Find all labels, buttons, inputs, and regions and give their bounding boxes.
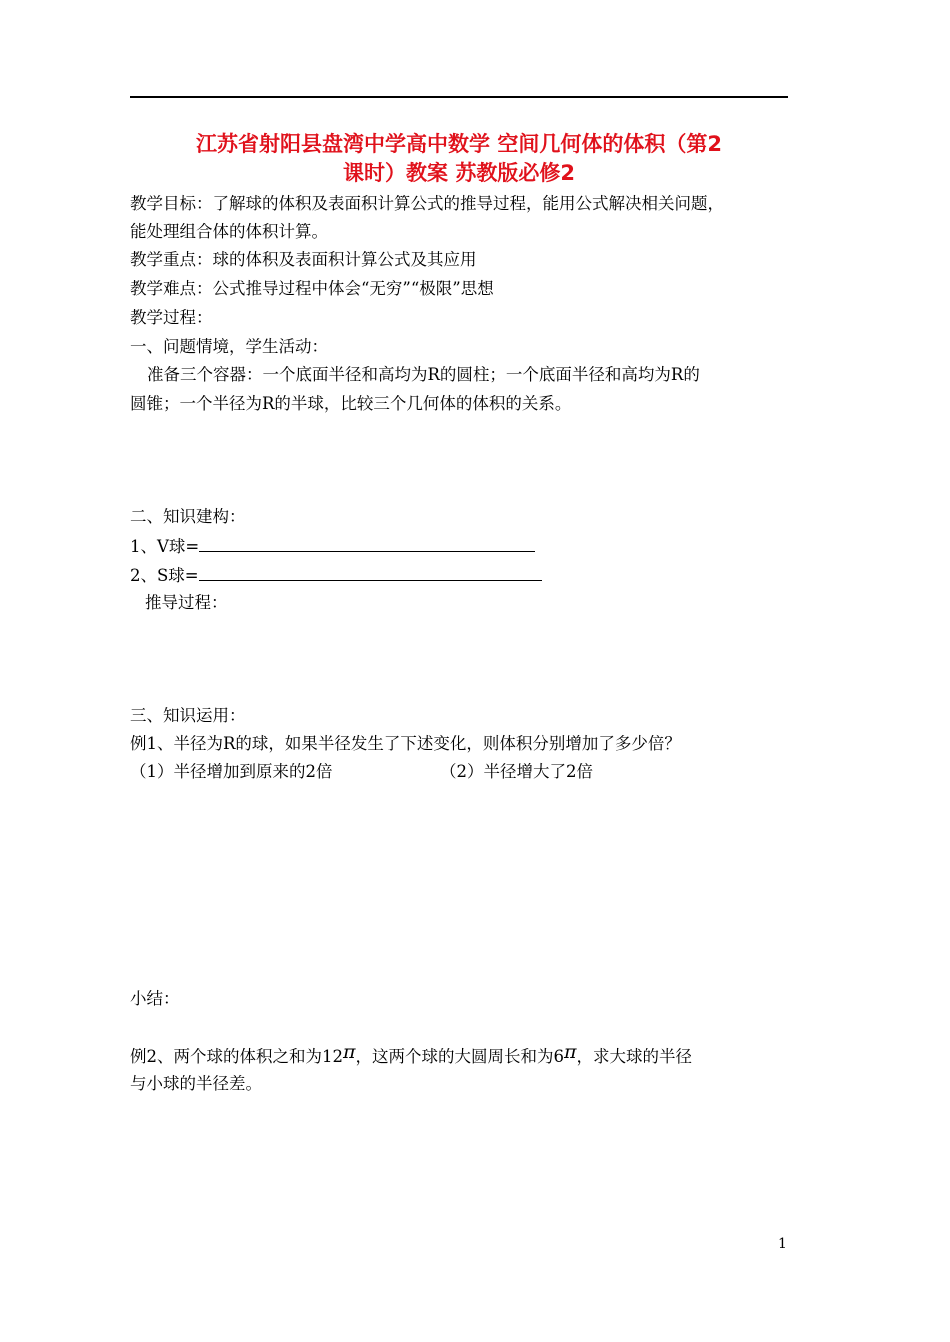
title-line-2: 课时）教案 苏教版必修2 — [343, 161, 575, 185]
volume-formula-label: 1、V球= — [130, 537, 200, 556]
pi-symbol-2: π — [564, 1041, 577, 1063]
example-1: 例1、半径为R的球，如果半径发生了下述变化，则体积分别增加了多少倍？ — [130, 734, 681, 753]
surface-formula-label: 2、S球= — [130, 566, 199, 585]
example-2-text-c: ，求大球的半径 — [576, 1047, 692, 1066]
key-point: 教学重点：球的体积及表面积计算公式及其应用 — [130, 250, 477, 269]
derivation-label: 推导过程： — [145, 593, 228, 612]
page-number: 1 — [778, 1236, 787, 1252]
surface-formula-item — [130, 564, 542, 587]
section3-heading: 三、知识运用： — [130, 706, 246, 725]
example-2-text-a: 例2、两个球的体积之和为12 — [130, 1047, 343, 1066]
pi-symbol: π — [343, 1041, 356, 1063]
example-2-line-2: 与小球的半径差。 — [130, 1074, 262, 1093]
title-line-1: 江苏省射阳县盘湾中学高中数学 空间几何体的体积（第2 — [196, 132, 722, 156]
section1-text-line-1: 准备三个容器：一个底面半径和高均为R的圆柱；一个底面半径和高均为R的 — [147, 365, 700, 384]
difficulty: 教学难点：公式推导过程中体会“无穷”“极限”思想 — [130, 279, 494, 298]
section2-heading: 二、知识建构： — [130, 507, 246, 526]
example-1-part-1: （1）半径增加到原来的2倍 — [130, 762, 333, 781]
section1-heading: 一、问题情境，学生活动： — [130, 337, 328, 356]
header-rule — [130, 96, 788, 98]
process-heading: 教学过程： — [130, 308, 213, 327]
example-1-part-2: （2）半径增大了2倍 — [440, 762, 593, 781]
volume-formula-item — [130, 535, 535, 558]
example-2-line-1 — [130, 1041, 692, 1068]
volume-formula-blank — [199, 535, 535, 552]
section1-text-line-2: 圆锥；一个半径为R的半球，比较三个几何体的体积的关系。 — [130, 394, 572, 413]
document-title — [130, 130, 788, 188]
objective-line-1: 教学目标：了解球的体积及表面积计算公式的推导过程，能用公式解决相关问题， — [130, 194, 724, 213]
example-2-text-b: ，这两个球的大圆周长和为6 — [355, 1047, 564, 1066]
objective-line-2: 能处理组合体的体积计算。 — [130, 222, 328, 241]
surface-formula-blank — [199, 564, 542, 581]
summary-label: 小结： — [130, 989, 180, 1008]
